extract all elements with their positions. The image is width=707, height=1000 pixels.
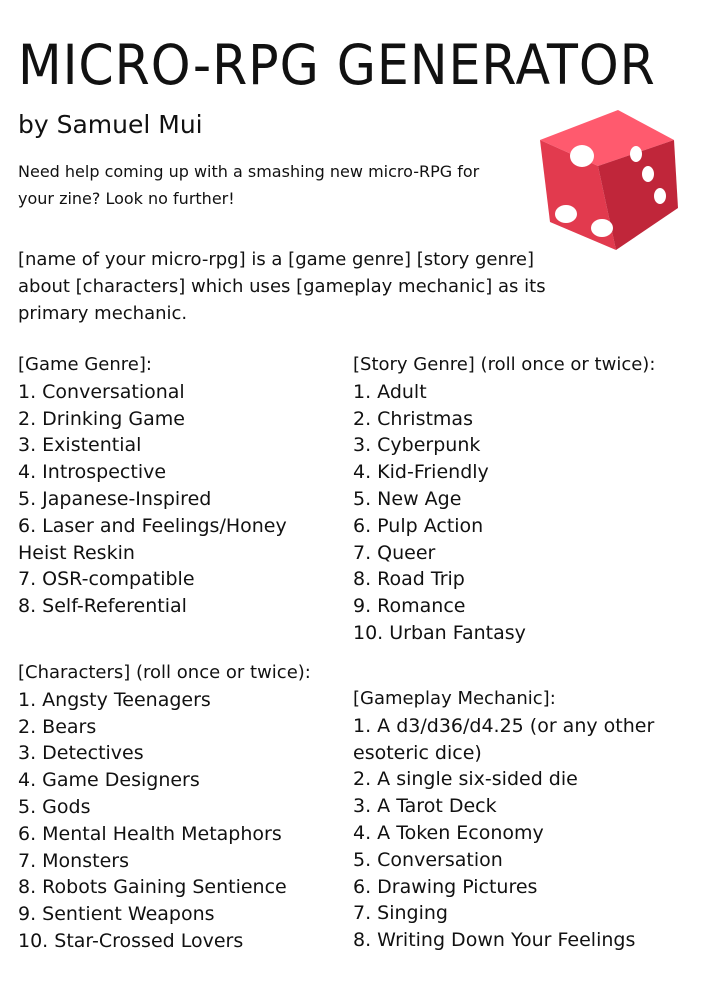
list-item: 10. Star-Crossed Lovers — [18, 929, 244, 952]
list-item: 6. Mental Health Metaphors — [18, 822, 282, 845]
list-item: 8. Writing Down Your Feelings — [353, 929, 636, 952]
list-item: 5. Conversation — [353, 848, 503, 871]
list-item: 6. Drawing Pictures — [353, 875, 538, 898]
list-item: 8. Self-Referential — [18, 595, 187, 618]
characters-list — [18, 660, 338, 955]
list-item: 1. Conversational — [18, 380, 185, 403]
list-item: 7. OSR-compatible — [18, 568, 195, 591]
die-pip — [630, 146, 642, 162]
template-sentence: [name of your micro-rpg] is a [game genre] [story genre] about [characters] which uses [gameplay mechanic] as its primary mechanic. — [18, 249, 546, 324]
list-item: 9. Romance — [353, 595, 466, 618]
list-item: 9. Sentient Weapons — [18, 903, 215, 926]
list-item: 4. Game Designers — [18, 769, 200, 792]
page-title: MICRO-RPG GENERATOR — [18, 33, 656, 97]
story-genre-heading: [Story Genre] (roll once or twice): — [353, 354, 656, 375]
game-genre-list — [18, 352, 338, 620]
list-item: 3. Detectives — [18, 742, 144, 765]
list-item: 1. Adult — [353, 380, 427, 403]
list-item: 10. Urban Fantasy — [353, 621, 526, 644]
list-item: 5. Japanese-Inspired — [18, 487, 212, 510]
list-item: 2. Bears — [18, 715, 97, 738]
author-byline: by Samuel Mui — [18, 110, 203, 139]
game-genre-heading: [Game Genre]: — [18, 354, 152, 375]
gameplay-mechanic-heading: [Gameplay Mechanic]: — [353, 688, 556, 709]
list-item: 4. Kid-Friendly — [353, 461, 489, 484]
list-item: 3. Existential — [18, 434, 142, 457]
list-item: 6. Laser and Feelings/Honey Heist Reskin — [18, 514, 287, 564]
red-six-sided-die-icon — [526, 104, 686, 254]
list-item: 6. Pulp Action — [353, 514, 484, 537]
die-pip — [555, 205, 577, 223]
list-item: 4. Introspective — [18, 461, 167, 484]
list-item: 8. Robots Gaining Sentience — [18, 876, 287, 899]
list-item: 2. A single six-sided die — [353, 768, 578, 791]
intro-text: Need help coming up with a smashing new micro-RPG for your zine? Look no further! — [18, 162, 480, 208]
list-item: 3. Cyberpunk — [353, 434, 481, 457]
list-item: 3. A Tarot Deck — [353, 795, 497, 818]
characters-heading: [Characters] (roll once or twice): — [18, 662, 311, 683]
gameplay-mechanic-list — [353, 686, 688, 954]
list-item: 2. Drinking Game — [18, 407, 185, 430]
die-pip — [591, 219, 613, 237]
die-pip — [654, 188, 666, 204]
list-item: 5. Gods — [18, 795, 91, 818]
list-item: 1. A d3/d36/d4.25 (or any other esoteric dice) — [353, 714, 655, 764]
story-genre-list — [353, 352, 693, 647]
list-item: 7. Monsters — [18, 849, 129, 872]
list-item: 1. Angsty Teenagers — [18, 688, 211, 711]
list-item: 7. Queer — [353, 541, 436, 564]
die-pip — [570, 145, 594, 167]
list-item: 8. Road Trip — [353, 568, 465, 591]
list-item: 4. A Token Economy — [353, 821, 544, 844]
list-item: 2. Christmas — [353, 407, 473, 430]
list-item: 5. New Age — [353, 487, 462, 510]
list-item: 7. Singing — [353, 902, 448, 925]
die-pip — [642, 166, 654, 182]
